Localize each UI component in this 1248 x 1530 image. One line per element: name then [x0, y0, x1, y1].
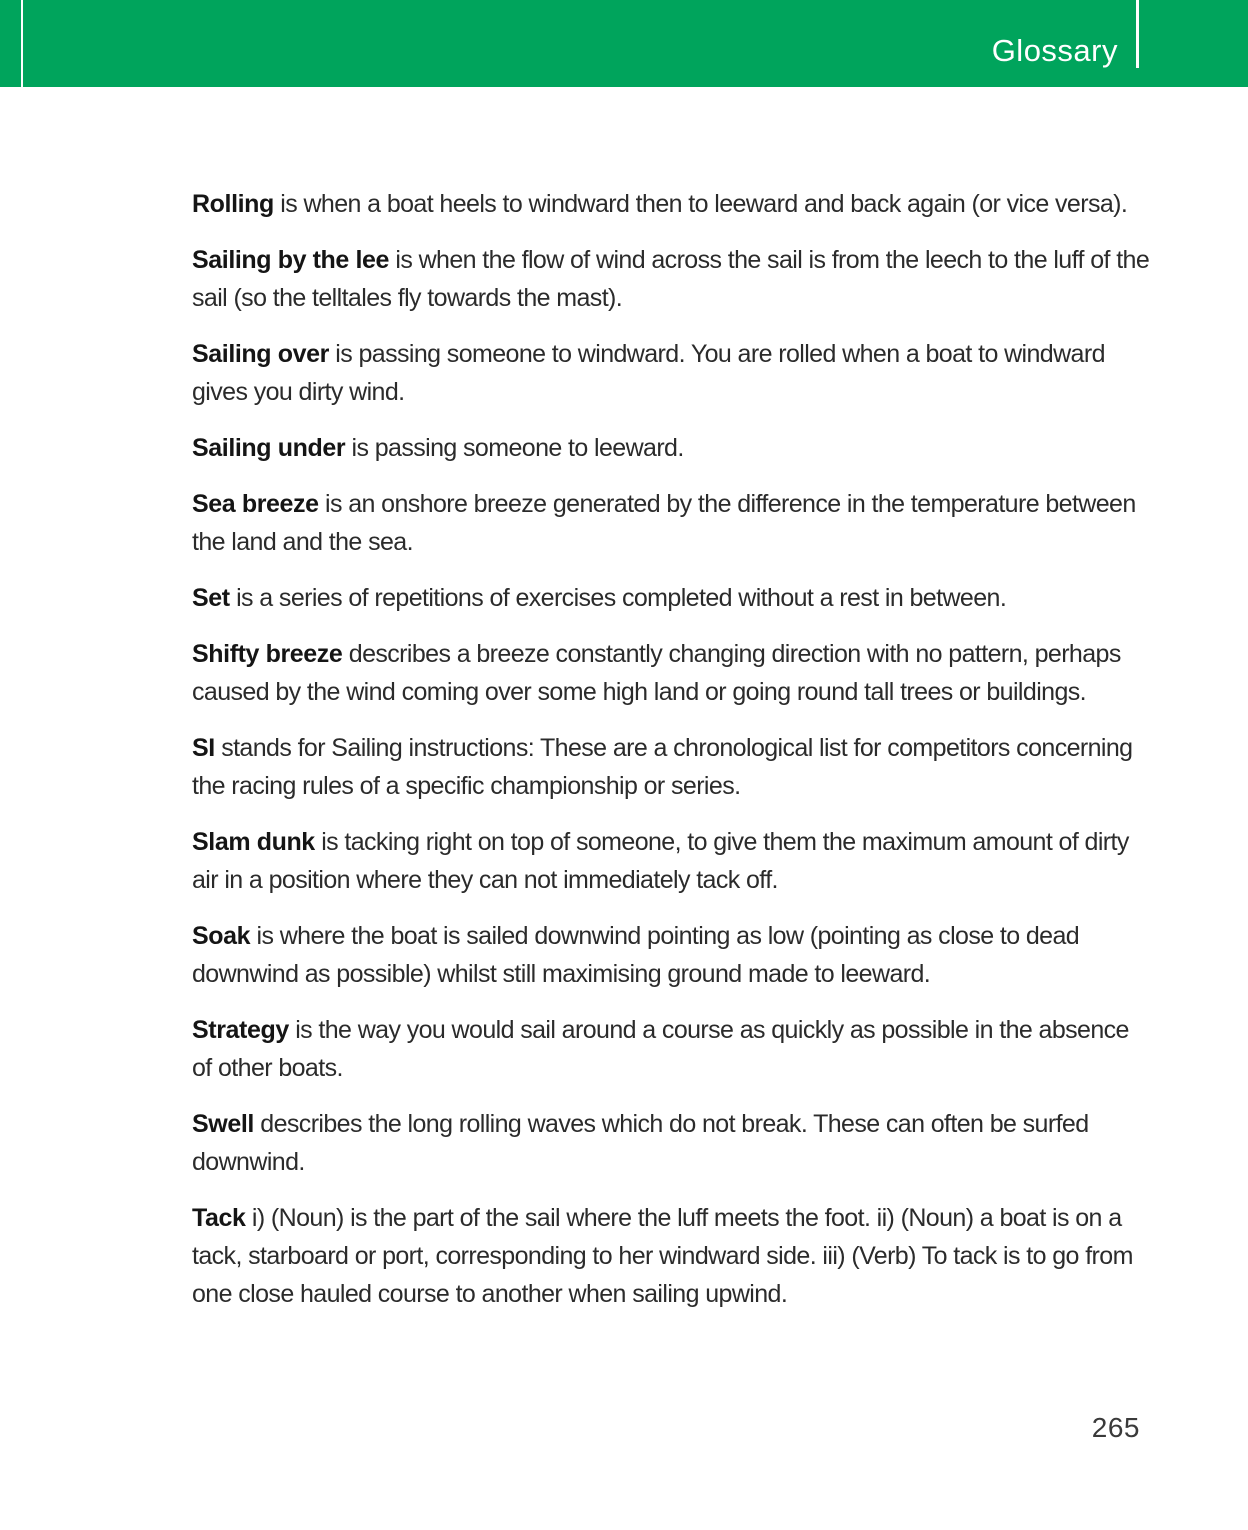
glossary-term: Sailing under	[192, 434, 346, 462]
glossary-definition: i) (Noun) is the part of the sail where the luff meets the foot. ii) (Noun) a boat is on a tack, starboard or port, corresponding to her windward side. iii) (Verb) To tack is to go from one close hauled course to another when sailing upwind.	[192, 1204, 1133, 1308]
page-title: Glossary	[991, 33, 1118, 68]
glossary-term: Shifty breeze	[192, 640, 343, 668]
glossary-definition: is where the boat is sailed downwind pointing as low (pointing as close to dead downwind as possible) whilst still maximising ground made to leeward.	[192, 922, 1080, 988]
page-number: 265	[1091, 1412, 1140, 1443]
glossary-entry	[192, 335, 1150, 411]
glossary-entry	[192, 635, 1150, 711]
glossary-term: Tack	[192, 1204, 246, 1232]
glossary-definition: is the way you would sail around a course as quickly as possible in the absence of other boats.	[192, 1016, 1129, 1082]
glossary-entry	[192, 917, 1150, 993]
glossary-entry	[192, 1011, 1150, 1087]
glossary-definition: describes a breeze constantly changing direction with no pattern, perhaps caused by the wind coming over some high land or going round tall trees or buildings.	[192, 640, 1121, 706]
glossary-term: Swell	[192, 1110, 254, 1138]
glossary-term: Sailing over	[192, 340, 329, 368]
glossary-term: Strategy	[192, 1016, 289, 1044]
glossary-definition: is when a boat heels to windward then to leeward and back again (or vice versa).	[280, 190, 1128, 218]
glossary-entry	[192, 579, 1150, 617]
glossary-term: Rolling	[192, 190, 274, 218]
header-bar	[0, 0, 1248, 87]
glossary-entry	[192, 1199, 1150, 1313]
glossary-term: Soak	[192, 922, 251, 950]
glossary-definition: is when the flow of wind across the sail is from the leech to the luff of the sail (so the telltales fly towards the mast).	[192, 246, 1150, 312]
glossary-term: Slam dunk	[192, 828, 315, 856]
glossary-definition: stands for Sailing instructions: These are a chronological list for competitors concerning the racing rules of a specific championship or series.	[192, 734, 1133, 800]
glossary-definition: is passing someone to windward. You are rolled when a boat to windward gives you dirty wind.	[192, 340, 1105, 406]
glossary-term: Sailing by the lee	[192, 246, 390, 274]
glossary-entry	[192, 485, 1150, 561]
glossary-entry	[192, 241, 1150, 317]
glossary-definition: is a series of repetitions of exercises completed without a rest in between.	[236, 584, 1007, 612]
glossary-definition: is an onshore breeze generated by the difference in the temperature between the land and the sea.	[192, 490, 1136, 556]
header-accent-line-left	[21, 0, 23, 87]
glossary-definition: is tacking right on top of someone, to give them the maximum amount of dirty air in a position where they can not immediately tack off.	[192, 828, 1129, 894]
glossary-entry	[192, 729, 1150, 805]
glossary-entry	[192, 429, 1150, 467]
glossary-term: Set	[192, 584, 230, 612]
glossary-term: SI	[192, 734, 215, 762]
glossary-term: Sea breeze	[192, 490, 319, 518]
header-divider-line-right	[1136, 0, 1139, 68]
glossary-definition: is passing someone to leeward.	[351, 434, 684, 462]
glossary-entry	[192, 823, 1150, 899]
glossary-entry	[192, 1105, 1150, 1181]
glossary-definition: describes the long rolling waves which do not break. These can often be surfed downwind.	[192, 1110, 1089, 1176]
glossary-list	[192, 185, 1150, 1331]
glossary-entry	[192, 185, 1150, 223]
